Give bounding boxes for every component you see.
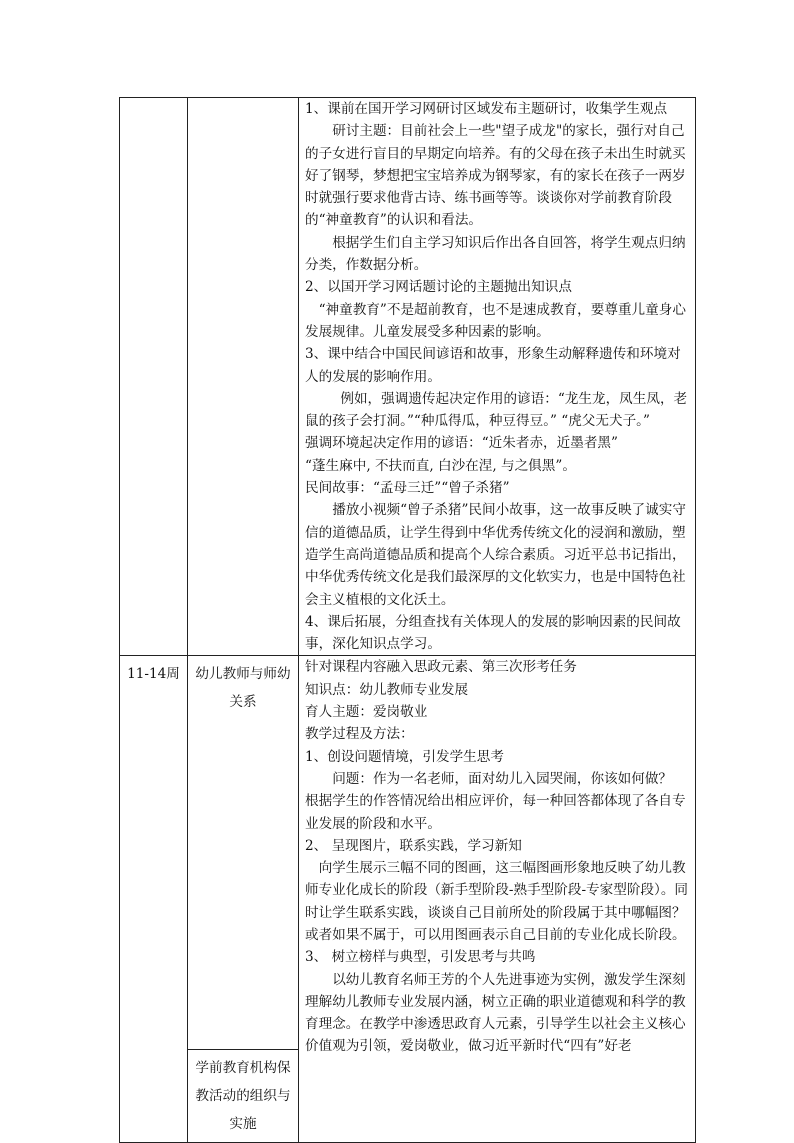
step-heading: 2、以国开学习网话题讨论的主题抛出知识点	[305, 279, 572, 296]
paragraph: 以幼儿教育名师王芳的个人先进事迹为实例，激发学生深刻理解幼儿教师专业发展内涵，树立正确的职业道德观和科学的教育理念。在教学中渗透思政育人元素，引导学生以社会主义核心价值观为引领，爱岗敬业，做习近平新时代“四有”好老	[305, 971, 686, 1055]
unit-cell: 学前教育机构保教活动的组织与实施	[188, 1050, 299, 1143]
step-heading: 4、课后拓展，分组查找有关体现人的发展的影响因素的民间故事，深化知识点学习。	[305, 613, 681, 653]
paragraph: “蓬生麻中, 不扶而直, 白沙在涅, 与之俱黑”。	[305, 457, 576, 474]
paragraph: 育人主题：爱岗敬业	[305, 704, 428, 721]
step-heading: 3、 树立榜样与典型，引发思考与共鸣	[305, 949, 536, 966]
paragraph: 强调环境起决定作用的谚语：“近朱者赤，近墨者黑”	[305, 435, 618, 452]
paragraph: 向学生展示三幅不同的图画，这三幅图画形象地反映了幼儿教师专业化成长的阶段（新手型阶段-熟手型阶段-专家型阶段）。同时让学生联系实践，谈谈自己目前所处的阶段属于其中哪幅图？或者如果不属于，可以用图画表示自己目前的专业化成长阶段。	[305, 860, 689, 943]
paragraph: 知识点：幼儿教师专业发展	[305, 681, 469, 698]
paragraph: 播放小视频“曾子杀猪”民间小故事，这一故事反映了诚实守信的道德品质，让学生得到中华优秀传统文化的浸润和激励，塑造学生高尚道德品质和提高个人综合素质。习近平总书记指出，中华优秀传统文化是我们最深厚的文化软实力，也是中国特色社会主义植根的文化沃土。	[305, 502, 686, 608]
table-row	[120, 656, 696, 1050]
paragraph: 针对课程内容融入思政元素、第三次形考任务	[305, 659, 577, 676]
step-heading: 3、课中结合中国民间谚语和故事，形象生动解释遗传和环境对人的发展的影响作用。	[305, 346, 681, 385]
paragraph: 根据学生们自主学习知识后作出各自回答，将学生观点归纳分类，作数据分析。	[305, 234, 686, 274]
content-cell	[299, 98, 696, 656]
step-heading: 2、 呈现图片，联系实践，学习新知	[305, 837, 522, 854]
paragraph: 问题：作为一名老师，面对幼儿入园哭闹，你该如何做？	[332, 770, 673, 787]
step-heading: 1、课前在国开学习网研讨区域发布主题研讨，收集学生观点	[305, 101, 668, 117]
paragraph: 例如，强调遗传起决定作用的谚语：“龙生龙，凤生凤，老鼠的孩子会打洞。”“种瓜得瓜，种豆得豆。” “虎父无犬子。”	[305, 390, 688, 430]
unit-cell: 幼儿教师与师幼关系	[188, 656, 299, 1050]
week-cell: 11-14周	[120, 656, 188, 1143]
step-heading: 1、创设问题情境，引发学生思考	[305, 748, 504, 765]
lesson-plan-table	[119, 97, 696, 1143]
content-cell	[299, 656, 696, 1143]
paragraph: 根据学生的作答情况给出相应评价，每一种回答都体现了各自专业发展的阶段和水平。	[305, 793, 686, 832]
unit-cell	[188, 98, 299, 656]
paragraph: 民间故事：“孟母三迁”“曾子杀猪”	[305, 480, 510, 497]
week-cell	[120, 98, 188, 656]
paragraph: “神童教育”不是超前教育，也不是速成教育，要尊重儿童身心发展规律。儿童发展受多种因素的影响。	[305, 301, 686, 340]
table-row	[120, 98, 696, 656]
paragraph: 教学过程及方法：	[305, 726, 414, 743]
paragraph: 研讨主题：目前社会上一些"望子成龙"的家长，强行对自己的子女进行盲目的早期定向培养。有的父母在孩子未出生时就买好了钢琴，梦想把宝宝培养成为钢琴家，有的家长在孩子一两岁时就强行要求他背古诗、练书画等等。谈谈你对学前教育阶段的“神童教育”的认识和看法。	[305, 123, 686, 229]
